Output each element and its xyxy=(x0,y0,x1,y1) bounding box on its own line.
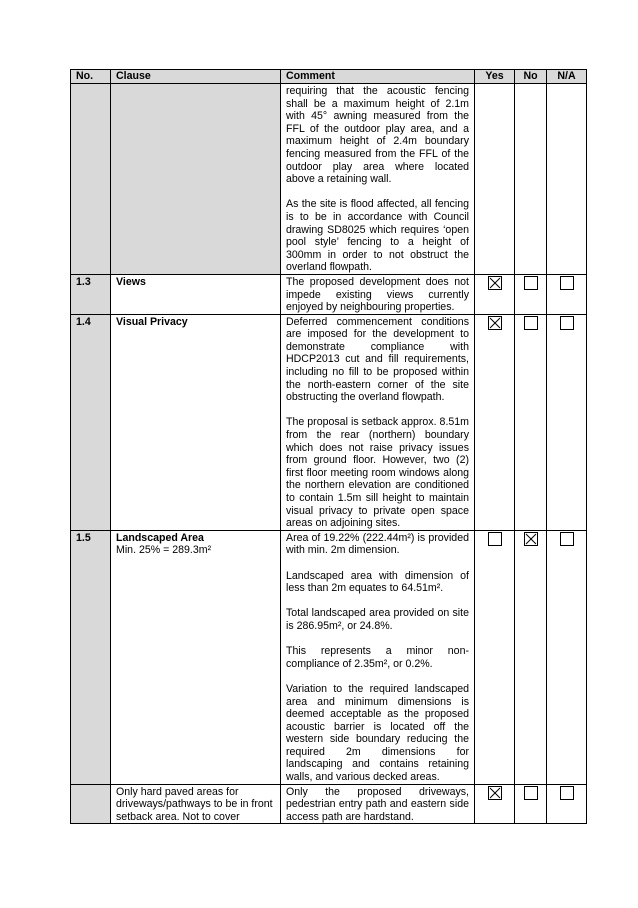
yes-checkbox[interactable] xyxy=(488,786,502,800)
row-comment xyxy=(281,530,475,784)
comment-paragraph: Landscaped area with dimension of less than 2m equates to 64.51m². xyxy=(286,569,469,595)
clause-title: Views xyxy=(116,275,146,288)
yes-cell xyxy=(475,530,515,784)
row-clause xyxy=(111,530,281,784)
row-number xyxy=(71,784,111,824)
na-cell xyxy=(547,314,587,530)
na-checkbox[interactable] xyxy=(560,532,574,546)
no-cell xyxy=(515,314,547,530)
table-row xyxy=(71,530,587,784)
comment-paragraph: As the site is flood affected, all fencing is to be in accordance with Council drawing SD8025 which requires ‘open pool style’ fencing to a height of 300mm in order to not obstruct the overland flowpath. xyxy=(286,198,469,274)
na-cell xyxy=(547,530,587,784)
comment-paragraph: Deferred commencement conditions are imposed for the development to demonstrate compliance with HDCP2013 cut and fill requirements, including no fill to be proposed within the north-eastern corner of the site obstructing the overland flowpath. xyxy=(286,315,469,404)
header-no-col: No xyxy=(515,70,547,84)
comment-paragraph: Variation to the required landscaped area and minimum dimensions is deemed acceptable as the proposed acoustic barrier is located off the western side boundary reducing the required 2m dimensions for landscaping and contains retaining walls, and various decked areas. xyxy=(286,682,469,784)
comment-paragraph: This represents a minor non-compliance of 2.35m², or 0.2%. xyxy=(286,645,469,670)
comment-paragraph: The proposed development does not impede existing views currently enjoyed by neighbouring properties. xyxy=(286,275,469,314)
cross-mark-icon xyxy=(489,787,501,799)
no-checkbox[interactable] xyxy=(524,276,538,290)
no-cell xyxy=(515,274,547,314)
table-row xyxy=(71,784,587,824)
yes-cell xyxy=(475,274,515,314)
row-comment xyxy=(281,84,475,275)
row-comment xyxy=(281,784,475,824)
na-cell xyxy=(547,784,587,824)
no-cell xyxy=(515,784,547,824)
header-na: N/A xyxy=(547,70,587,84)
clause-subtitle: Min. 25% = 289.3m² xyxy=(116,544,212,557)
clause-title: Visual Privacy xyxy=(116,315,188,328)
table-header-row xyxy=(71,70,587,84)
yes-cell xyxy=(475,784,515,824)
comment-paragraph: Only the proposed driveways, pedestrian entry path and eastern side access path are hardstand. xyxy=(286,785,469,823)
no-checkbox[interactable] xyxy=(524,316,538,330)
na-checkbox[interactable] xyxy=(560,316,574,330)
row-number: 1.4 xyxy=(71,314,111,530)
row-clause xyxy=(111,84,281,275)
comment-paragraph: The proposal is setback approx. 8.51m from the rear (northern) boundary which does not raise privacy issues from ground floor. However, two (2) first floor meeting room windows along the northern elevation are conditioned to contain 1.5m sill height to maintain visual privacy to private open space areas on adjoining sites. xyxy=(286,416,469,530)
comment-paragraph: Total landscaped area provided on site is 286.95m², or 24.8%. xyxy=(286,607,469,632)
yes-cell xyxy=(475,314,515,530)
na-checkbox[interactable] xyxy=(560,276,574,290)
no-checkbox[interactable] xyxy=(524,532,538,546)
row-number: 1.3 xyxy=(71,274,111,314)
comment-paragraph: requiring that the acoustic fencing shall be a maximum height of 2.1m with 45° awning measured from the FFL of the outdoor play area, and a maximum height of 2.4m boundary fencing measured from the FFL of the outdoor play area where located above a retaining wall. xyxy=(286,85,469,186)
yes-cell xyxy=(475,84,515,275)
cross-mark-icon xyxy=(489,317,501,329)
table-row xyxy=(71,314,587,530)
yes-checkbox[interactable] xyxy=(488,276,502,290)
clause-subtitle: Only hard paved areas for driveways/pathways to be in front setback area. Not to cover xyxy=(116,785,273,823)
row-comment xyxy=(281,274,475,314)
cross-mark-icon xyxy=(489,277,501,289)
na-checkbox[interactable] xyxy=(560,786,574,800)
na-cell xyxy=(547,84,587,275)
no-cell xyxy=(515,530,547,784)
comment-paragraph: Area of 19.22% (222.44m²) is provided with min. 2m dimension. xyxy=(286,531,469,557)
compliance-table xyxy=(70,69,587,824)
header-comment: Comment xyxy=(281,70,475,84)
row-number xyxy=(71,84,111,275)
header-no: No. xyxy=(71,70,111,84)
no-checkbox[interactable] xyxy=(524,786,538,800)
row-clause xyxy=(111,784,281,824)
header-yes: Yes xyxy=(475,70,515,84)
clause-title: Landscaped Area xyxy=(116,531,204,544)
cross-mark-icon xyxy=(525,533,537,545)
header-clause: Clause xyxy=(111,70,281,84)
yes-checkbox[interactable] xyxy=(488,316,502,330)
row-number: 1.5 xyxy=(71,530,111,784)
yes-checkbox[interactable] xyxy=(488,532,502,546)
no-cell xyxy=(515,84,547,275)
row-comment xyxy=(281,314,475,530)
row-clause xyxy=(111,274,281,314)
row-clause xyxy=(111,314,281,530)
na-cell xyxy=(547,274,587,314)
table-row xyxy=(71,274,587,314)
table-row xyxy=(71,84,587,275)
